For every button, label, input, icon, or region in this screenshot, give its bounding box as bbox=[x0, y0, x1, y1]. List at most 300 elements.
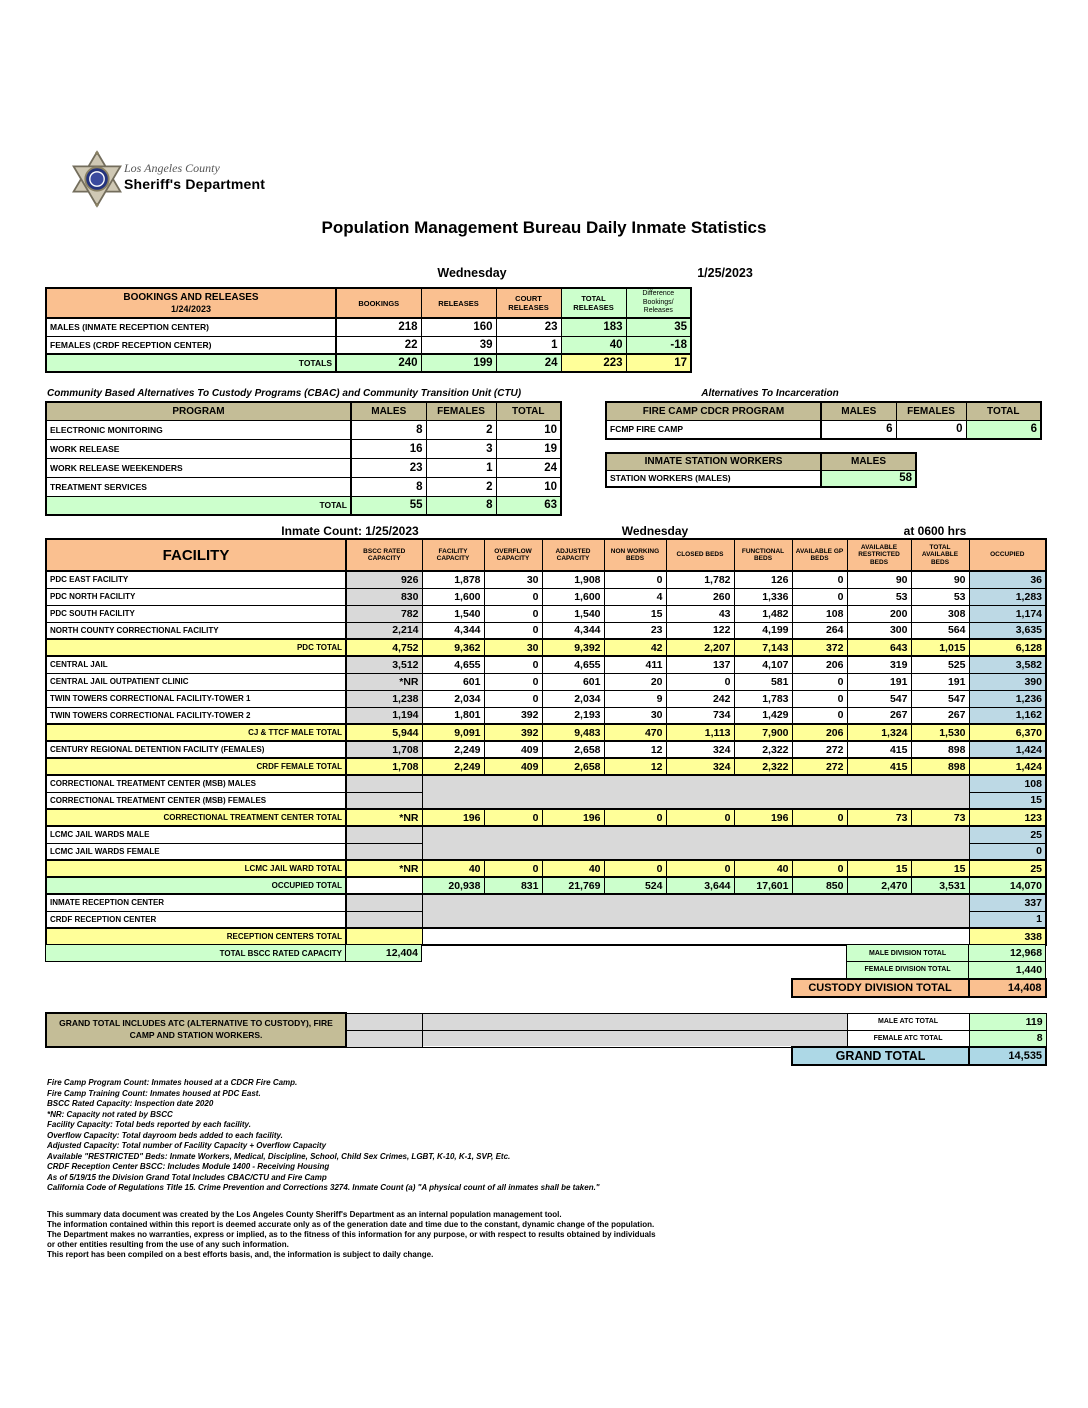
col-program: PROGRAM bbox=[46, 402, 351, 420]
bookings-totals-row bbox=[46, 354, 691, 372]
atc-male-row bbox=[46, 1013, 1046, 1030]
stat-value: 2,322 bbox=[734, 758, 792, 775]
col-non-working-beds: NON WORKING BEDS bbox=[604, 539, 666, 571]
col-functional-beds: FUNCTIONAL BEDS bbox=[734, 539, 792, 571]
stat-value: 9,091 bbox=[422, 724, 484, 741]
bscc-total-row bbox=[46, 945, 1046, 962]
stat-value: 42 bbox=[604, 639, 666, 656]
occupied-value: 3,635 bbox=[969, 622, 1046, 639]
bookings-value: 218 bbox=[336, 318, 421, 336]
stat-value: 1,783 bbox=[734, 690, 792, 707]
stat-value: 0 bbox=[484, 605, 542, 622]
inmate-count-hour: at 0600 hrs bbox=[903, 524, 967, 538]
bscc-rated-capacity: 1,708 bbox=[346, 758, 422, 775]
stat-value: 4,107 bbox=[734, 656, 792, 673]
occupied-value: 338 bbox=[969, 928, 1046, 945]
stat-value: 525 bbox=[911, 656, 969, 673]
disclaimer-line: The information contained within this report is deemed accurate only as of the generation date and time due to the constant, dynamic change of the population. bbox=[47, 1220, 655, 1229]
facility-label: CENTRAL JAIL bbox=[46, 656, 346, 673]
custody-division-total-value: 14,408 bbox=[969, 979, 1046, 997]
bscc-rated-capacity bbox=[346, 928, 422, 945]
stat-value: 4,655 bbox=[542, 656, 604, 673]
bscc-rated-capacity: 1,238 bbox=[346, 690, 422, 707]
footnote-line: *NR: Capacity not rated by BSCC bbox=[47, 1109, 173, 1119]
program-label: ELECTRONIC MONITORING bbox=[46, 420, 351, 439]
footnote-line: BSCC Rated Capacity: Inspection date 2020 bbox=[47, 1099, 214, 1108]
stat-value: 4,199 bbox=[734, 622, 792, 639]
inmate-count-date: Inmate Count: 1/25/2023 bbox=[281, 524, 419, 538]
facility-row bbox=[46, 622, 1046, 639]
court-releases-value: 1 bbox=[496, 336, 561, 354]
stat-value: 0 bbox=[792, 690, 847, 707]
stat-value: 1,600 bbox=[542, 588, 604, 605]
bookings-header-row bbox=[46, 288, 691, 318]
stat-value: 601 bbox=[542, 673, 604, 690]
stat-value: 272 bbox=[792, 741, 847, 758]
stat-value: 53 bbox=[847, 588, 911, 605]
stat-value: 1,600 bbox=[422, 588, 484, 605]
male-atc-total-value: 119 bbox=[969, 1013, 1046, 1030]
stat-value: 4,655 bbox=[422, 656, 484, 673]
occupied-value: 390 bbox=[969, 673, 1046, 690]
station-value: 58 bbox=[821, 470, 916, 487]
occupied-value: 6,128 bbox=[969, 639, 1046, 656]
females-total: 8 bbox=[426, 496, 496, 515]
stat-value: 3,644 bbox=[666, 877, 734, 894]
stat-value: 581 bbox=[734, 673, 792, 690]
bscc-rated-capacity bbox=[346, 775, 422, 792]
col-total-available-beds: TOTAL AVAILABLE BEDS bbox=[911, 539, 969, 571]
stat-value: 831 bbox=[484, 877, 542, 894]
males-value: 6 bbox=[821, 420, 896, 439]
sheriff-star-icon bbox=[70, 150, 124, 208]
stat-value: 564 bbox=[911, 622, 969, 639]
program-label: TREATMENT SERVICES bbox=[46, 477, 351, 496]
bscc-rated-capacity: *NR bbox=[346, 860, 422, 877]
facility-row bbox=[46, 860, 1046, 877]
col-females: FEMALES bbox=[426, 402, 496, 420]
facility-label: LCMC JAIL WARDS MALE bbox=[46, 826, 346, 843]
facility-label: PDC EAST FACILITY bbox=[46, 571, 346, 588]
cbac-row bbox=[46, 439, 561, 458]
facility-label: CRDF RECEPTION CENTER bbox=[46, 911, 346, 928]
footnote-line: CRDF Reception Center BSCC: Includes Module 1400 - Receiving Housing bbox=[47, 1162, 330, 1171]
female-atc-total-label: FEMALE ATC TOTAL bbox=[847, 1030, 969, 1047]
occupied-value: 36 bbox=[969, 571, 1046, 588]
grand-total-note: GRAND TOTAL INCLUDES ATC (ALTERNATIVE TO CUSTODY), FIRE CAMP AND STATION WORKERS. bbox=[46, 1013, 346, 1047]
col-total: TOTAL bbox=[966, 402, 1041, 420]
station-label: STATION WORKERS (MALES) bbox=[606, 470, 821, 487]
stat-value: 43 bbox=[666, 605, 734, 622]
bookings-row-females bbox=[46, 336, 691, 354]
occupied-value: 1,236 bbox=[969, 690, 1046, 707]
facility-row bbox=[46, 707, 1046, 724]
bscc-rated-capacity: 926 bbox=[346, 571, 422, 588]
na-cell bbox=[346, 1013, 422, 1030]
stat-value: 7,900 bbox=[734, 724, 792, 741]
occupied-value: 1 bbox=[969, 911, 1046, 928]
footnotes bbox=[47, 1078, 600, 1194]
facility-row bbox=[46, 826, 1046, 843]
row-label: MALES (INMATE RECEPTION CENTER) bbox=[46, 318, 336, 336]
disclaimer-line: The Department makes no warranties, express or implied, as to the fitness of this information for any purpose, or with respect to results obtained by individuals bbox=[47, 1230, 656, 1239]
fire-camp-header: FIRE CAMP CDCR PROGRAM bbox=[606, 402, 821, 420]
stat-value: 850 bbox=[792, 877, 847, 894]
grand-total-row bbox=[46, 1047, 1046, 1065]
releases-value: 160 bbox=[421, 318, 496, 336]
stat-value: 20,938 bbox=[422, 877, 484, 894]
stat-value: 0 bbox=[484, 588, 542, 605]
bscc-total-value: 12,404 bbox=[346, 945, 422, 962]
bookings-total: 240 bbox=[336, 354, 421, 372]
fire-camp-label: FCMP FIRE CAMP bbox=[606, 420, 821, 439]
stat-value: 30 bbox=[484, 571, 542, 588]
fire-camp-row bbox=[606, 420, 1041, 439]
stat-value: 0 bbox=[604, 571, 666, 588]
facility-table-wrap bbox=[45, 538, 1047, 946]
facility-row bbox=[46, 673, 1046, 690]
stat-value: 242 bbox=[666, 690, 734, 707]
bscc-rated-capacity bbox=[346, 826, 422, 843]
cbac-header-row bbox=[46, 402, 561, 420]
difference-value: 35 bbox=[626, 318, 691, 336]
occupied-value: 1,162 bbox=[969, 707, 1046, 724]
bscc-rated-capacity: 830 bbox=[346, 588, 422, 605]
occupied-value: 6,370 bbox=[969, 724, 1046, 741]
stat-value: 0 bbox=[484, 809, 542, 826]
facility-label: CORRECTIONAL TREATMENT CENTER (MSB) MALES bbox=[46, 775, 346, 792]
facility-row bbox=[46, 724, 1046, 741]
total-releases-total: 223 bbox=[561, 354, 626, 372]
stat-value: 267 bbox=[847, 707, 911, 724]
col-facility-capacity: FACILITY CAPACITY bbox=[422, 539, 484, 571]
occupied-value: 25 bbox=[969, 826, 1046, 843]
stat-value: 196 bbox=[422, 809, 484, 826]
stat-value: 264 bbox=[792, 622, 847, 639]
female-division-total-row bbox=[46, 962, 1046, 979]
disclaimer-line: This report has been compiled on a best efforts basis, and, the information is subject to daily change. bbox=[47, 1250, 434, 1259]
occupied-value: 1,283 bbox=[969, 588, 1046, 605]
col-adjusted-capacity: ADJUSTED CAPACITY bbox=[542, 539, 604, 571]
stat-value: 601 bbox=[422, 673, 484, 690]
stat-value: 300 bbox=[847, 622, 911, 639]
stat-value: 643 bbox=[847, 639, 911, 656]
facility-label: LCMC JAIL WARDS FEMALE bbox=[46, 843, 346, 860]
stat-value: 0 bbox=[792, 673, 847, 690]
station-row bbox=[606, 470, 916, 487]
females-value: 2 bbox=[426, 477, 496, 496]
total-value: 19 bbox=[496, 439, 561, 458]
facility-row bbox=[46, 639, 1046, 656]
stat-value: 0 bbox=[792, 707, 847, 724]
footnote-line: California Code of Regulations Title 15. Crime Prevention and Corrections 3274. Inmate Count (a) "A physical count of all inmates shall be taken." bbox=[47, 1183, 600, 1192]
facility-label: NORTH COUNTY CORRECTIONAL FACILITY bbox=[46, 622, 346, 639]
col-overflow-capacity: OVERFLOW CAPACITY bbox=[484, 539, 542, 571]
stat-value: 2,249 bbox=[422, 758, 484, 775]
stat-value: 0 bbox=[484, 656, 542, 673]
stat-value: 137 bbox=[666, 656, 734, 673]
difference-total: 17 bbox=[626, 354, 691, 372]
footnote-line: As of 5/19/15 the Division Grand Total Includes CBAC/CTU and Fire Camp bbox=[47, 1172, 327, 1182]
total-label: CORRECTIONAL TREATMENT CENTER TOTAL bbox=[46, 809, 346, 826]
inmate-count-weekday: Wednesday bbox=[621, 524, 689, 538]
cbac-table-wrap bbox=[45, 401, 562, 516]
stat-value: 126 bbox=[734, 571, 792, 588]
bscc-rated-capacity: 5,944 bbox=[346, 724, 422, 741]
stat-value: 30 bbox=[604, 707, 666, 724]
grand-total: 63 bbox=[496, 496, 561, 515]
cbac-table bbox=[45, 401, 562, 516]
occupied-value: 108 bbox=[969, 775, 1046, 792]
report-date: 1/25/2023 bbox=[697, 266, 753, 280]
bookings-title-line1: BOOKINGS AND RELEASES bbox=[123, 291, 259, 303]
col-available-restricted-beds: AVAILABLE RESTRICTED BEDS bbox=[847, 539, 911, 571]
stat-value: 0 bbox=[666, 860, 734, 877]
stat-value: 40 bbox=[422, 860, 484, 877]
stat-value: 260 bbox=[666, 588, 734, 605]
total-label: LCMC JAIL WARD TOTAL bbox=[46, 860, 346, 877]
stat-value: 1,908 bbox=[542, 571, 604, 588]
facility-table bbox=[45, 538, 1047, 946]
stat-value: 196 bbox=[734, 809, 792, 826]
stat-value: 15 bbox=[911, 860, 969, 877]
fire-camp-header-row bbox=[606, 402, 1041, 420]
bscc-rated-capacity: 1,708 bbox=[346, 741, 422, 758]
footnote-line: Overflow Capacity: Total dayroom beds added to each facility. bbox=[47, 1130, 283, 1140]
stat-value: 547 bbox=[911, 690, 969, 707]
occupied-value: 1,424 bbox=[969, 741, 1046, 758]
occupied-value: 337 bbox=[969, 894, 1046, 911]
col-females: FEMALES bbox=[896, 402, 966, 420]
facility-row bbox=[46, 588, 1046, 605]
facility-row bbox=[46, 877, 1046, 894]
facility-label: CENTRAL JAIL OUTPATIENT CLINIC bbox=[46, 673, 346, 690]
col-total-releases: TOTAL RELEASES bbox=[561, 288, 626, 318]
bscc-rated-capacity: *NR bbox=[346, 673, 422, 690]
stat-value: 191 bbox=[911, 673, 969, 690]
stat-value: 415 bbox=[847, 758, 911, 775]
blank-block bbox=[422, 928, 969, 945]
na-block bbox=[422, 1030, 847, 1047]
occupied-value: 14,070 bbox=[969, 877, 1046, 894]
col-difference: Difference Bookings/ Releases bbox=[626, 288, 691, 318]
stat-value: 1,782 bbox=[666, 571, 734, 588]
stat-value: 372 bbox=[792, 639, 847, 656]
col-total: TOTAL bbox=[496, 402, 561, 420]
fire-camp-table-wrap bbox=[605, 401, 1042, 440]
total-value: 6 bbox=[966, 420, 1041, 439]
stat-value: 547 bbox=[847, 690, 911, 707]
stat-value: 12 bbox=[604, 741, 666, 758]
stat-value: 2,207 bbox=[666, 639, 734, 656]
col-males: MALES bbox=[821, 402, 896, 420]
stat-value: 272 bbox=[792, 758, 847, 775]
bscc-rated-capacity bbox=[346, 877, 422, 894]
stat-value: 108 bbox=[792, 605, 847, 622]
station-header-row bbox=[606, 453, 916, 470]
facility-row bbox=[46, 809, 1046, 826]
female-division-total-value: 1,440 bbox=[969, 962, 1046, 979]
stat-value: 1,540 bbox=[542, 605, 604, 622]
stat-value: 898 bbox=[911, 741, 969, 758]
stat-value: 9,483 bbox=[542, 724, 604, 741]
col-court-releases: COURT RELEASES bbox=[496, 288, 561, 318]
stat-value: 1,878 bbox=[422, 571, 484, 588]
stat-value: 40 bbox=[542, 860, 604, 877]
stat-value: 409 bbox=[484, 741, 542, 758]
bscc-rated-capacity: 2,214 bbox=[346, 622, 422, 639]
stat-value: 9,362 bbox=[422, 639, 484, 656]
stat-value: 73 bbox=[847, 809, 911, 826]
stat-value: 0 bbox=[666, 809, 734, 826]
col-bookings: BOOKINGS bbox=[336, 288, 421, 318]
occupied-value: 123 bbox=[969, 809, 1046, 826]
stat-value: 200 bbox=[847, 605, 911, 622]
stat-value: 9 bbox=[604, 690, 666, 707]
stat-value: 898 bbox=[911, 758, 969, 775]
custody-division-total-row bbox=[46, 979, 1046, 997]
stat-value: 0 bbox=[604, 809, 666, 826]
station-workers-table bbox=[605, 452, 917, 488]
total-label: RECEPTION CENTERS TOTAL bbox=[46, 928, 346, 945]
releases-value: 39 bbox=[421, 336, 496, 354]
stat-value: 2,322 bbox=[734, 741, 792, 758]
total-value: 24 bbox=[496, 458, 561, 477]
total-label: TOTAL bbox=[46, 496, 351, 515]
footnote-line: Fire Camp Program Count: Inmates housed at a CDCR Fire Camp. bbox=[47, 1078, 298, 1087]
stat-value: 2,470 bbox=[847, 877, 911, 894]
stat-value: 392 bbox=[484, 724, 542, 741]
stat-value: 23 bbox=[604, 622, 666, 639]
bscc-rated-capacity bbox=[346, 843, 422, 860]
col-closed-beds: CLOSED BEDS bbox=[666, 539, 734, 571]
stat-value: 206 bbox=[792, 656, 847, 673]
spacer bbox=[46, 962, 847, 979]
stat-value: 324 bbox=[666, 758, 734, 775]
facility-label: TWIN TOWERS CORRECTIONAL FACILITY-TOWER 1 bbox=[46, 690, 346, 707]
station-workers-table-wrap bbox=[605, 452, 917, 488]
row-label: FEMALES (CRDF RECEPTION CENTER) bbox=[46, 336, 336, 354]
facility-row bbox=[46, 571, 1046, 588]
male-division-total-value: 12,968 bbox=[969, 945, 1046, 962]
facility-row bbox=[46, 928, 1046, 945]
occupied-value: 25 bbox=[969, 860, 1046, 877]
stat-value: 3,531 bbox=[911, 877, 969, 894]
division-totals-table bbox=[45, 944, 1047, 998]
stat-value: 0 bbox=[484, 860, 542, 877]
cbac-section-title: Community Based Alternatives To Custody Programs (CBAC) and Community Transition Unit (CTU) bbox=[47, 388, 522, 399]
stat-value: 524 bbox=[604, 877, 666, 894]
occupied-value: 1,424 bbox=[969, 758, 1046, 775]
stat-value: 0 bbox=[792, 809, 847, 826]
lasd-logo bbox=[70, 150, 265, 208]
facility-label: INMATE RECEPTION CENTER bbox=[46, 894, 346, 911]
facility-row bbox=[46, 605, 1046, 622]
stat-value: 2,193 bbox=[542, 707, 604, 724]
agency-department: Sheriff's Department bbox=[124, 176, 266, 192]
stat-value: 411 bbox=[604, 656, 666, 673]
bookings-row-males bbox=[46, 318, 691, 336]
stat-value: 1,336 bbox=[734, 588, 792, 605]
females-value: 3 bbox=[426, 439, 496, 458]
court-releases-total: 24 bbox=[496, 354, 561, 372]
stat-value: 470 bbox=[604, 724, 666, 741]
stat-value: 2,249 bbox=[422, 741, 484, 758]
stat-value: 1,324 bbox=[847, 724, 911, 741]
facility-label: TWIN TOWERS CORRECTIONAL FACILITY-TOWER 2 bbox=[46, 707, 346, 724]
releases-total: 199 bbox=[421, 354, 496, 372]
facility-header-row bbox=[46, 539, 1046, 571]
bscc-rated-capacity: *NR bbox=[346, 809, 422, 826]
male-atc-total-label: MALE ATC TOTAL bbox=[847, 1013, 969, 1030]
bookings-title bbox=[46, 288, 336, 318]
cbac-row bbox=[46, 477, 561, 496]
grand-total-section bbox=[45, 1012, 1047, 1066]
na-block bbox=[422, 1013, 847, 1030]
difference-value: -18 bbox=[626, 336, 691, 354]
males-value: 8 bbox=[351, 420, 426, 439]
na-cell bbox=[346, 1030, 422, 1047]
stat-value: 267 bbox=[911, 707, 969, 724]
stat-value: 324 bbox=[666, 741, 734, 758]
facility-row bbox=[46, 758, 1046, 775]
col-facility: FACILITY bbox=[46, 539, 346, 571]
stat-value: 1,015 bbox=[911, 639, 969, 656]
stat-value: 1,482 bbox=[734, 605, 792, 622]
female-division-total-label: FEMALE DIVISION TOTAL bbox=[847, 962, 969, 979]
fire-camp-table bbox=[605, 401, 1042, 440]
stat-value: 15 bbox=[604, 605, 666, 622]
footnote-line: Facility Capacity: Total beds reported by each facility. bbox=[47, 1120, 251, 1129]
total-label: CRDF FEMALE TOTAL bbox=[46, 758, 346, 775]
footnote-line: Fire Camp Training Count: Inmates housed at PDC East. bbox=[47, 1088, 261, 1098]
stat-value: 1,530 bbox=[911, 724, 969, 741]
stat-value: 4,344 bbox=[542, 622, 604, 639]
program-label: WORK RELEASE bbox=[46, 439, 351, 458]
stat-value: 2,034 bbox=[542, 690, 604, 707]
stat-value: 21,769 bbox=[542, 877, 604, 894]
females-value: 2 bbox=[426, 420, 496, 439]
stat-value: 17,601 bbox=[734, 877, 792, 894]
disclaimer-line: This summary data document was created by the Los Angeles County Sheriff's Department as an internal population management tool. bbox=[47, 1210, 562, 1219]
facility-label: PDC NORTH FACILITY bbox=[46, 588, 346, 605]
station-header: INMATE STATION WORKERS bbox=[606, 453, 821, 470]
stat-value: 20 bbox=[604, 673, 666, 690]
males-value: 8 bbox=[351, 477, 426, 496]
agency-name bbox=[124, 150, 265, 192]
stat-value: 1,113 bbox=[666, 724, 734, 741]
occupied-value: 1,174 bbox=[969, 605, 1046, 622]
stat-value: 0 bbox=[484, 673, 542, 690]
facility-row bbox=[46, 690, 1046, 707]
bscc-total-label: TOTAL BSCC RATED CAPACITY bbox=[46, 945, 346, 962]
stat-value: 2,658 bbox=[542, 741, 604, 758]
bscc-rated-capacity bbox=[346, 792, 422, 809]
females-value: 1 bbox=[426, 458, 496, 477]
totals-label: TOTALS bbox=[46, 354, 336, 372]
page-title: Population Management Bureau Daily Inmate Statistics bbox=[321, 218, 767, 237]
stat-value: 2,034 bbox=[422, 690, 484, 707]
stat-value: 30 bbox=[484, 639, 542, 656]
col-males: MALES bbox=[821, 453, 916, 470]
court-releases-value: 23 bbox=[496, 318, 561, 336]
facility-label: PDC SOUTH FACILITY bbox=[46, 605, 346, 622]
stat-value: 4,344 bbox=[422, 622, 484, 639]
total-label: PDC TOTAL bbox=[46, 639, 346, 656]
grand-total-value: 14,535 bbox=[969, 1047, 1046, 1065]
cbac-row bbox=[46, 458, 561, 477]
grand-total-label: GRAND TOTAL bbox=[792, 1047, 969, 1065]
